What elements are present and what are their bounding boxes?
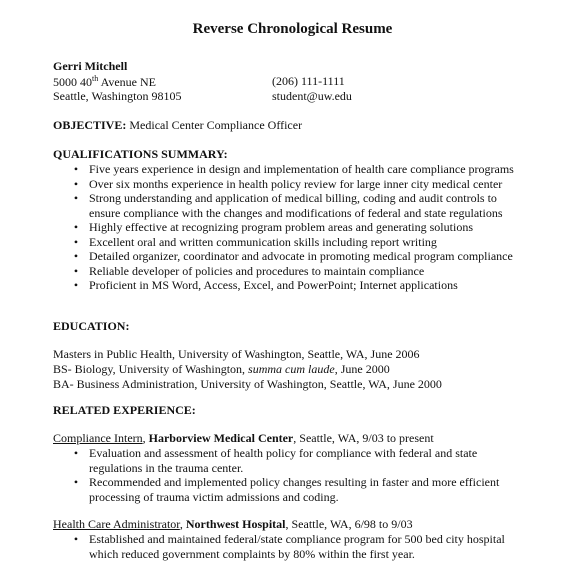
candidate-name: Gerri Mitchell xyxy=(53,59,128,73)
list-item-text: regulations in the trauma center. xyxy=(89,460,244,475)
list-item-continuation xyxy=(71,547,505,562)
resume-title: Reverse Chronological Resume xyxy=(192,21,393,37)
job-organization: Harborview Medical Center xyxy=(148,431,294,445)
list-item-continuation xyxy=(71,490,499,505)
list-item-text: Highly effective at recognizing program problem areas and generating solutions xyxy=(89,220,473,234)
list-item xyxy=(71,249,514,264)
education-entry: BA- Business Administration, University of Washington, Seattle, WA, June 2000 xyxy=(53,377,442,391)
list-item-text: Evaluation and assessment of health policy for compliance with federal and state xyxy=(89,446,478,460)
honors-text: summa cum laude xyxy=(248,362,335,376)
bullet-icon: • xyxy=(73,446,79,460)
job-title-line xyxy=(53,517,413,532)
job-role: Compliance Intern xyxy=(53,431,143,445)
education-list xyxy=(53,347,442,392)
education-entry: Masters in Public Health, University of Washington, Seattle, WA, June 2006 xyxy=(53,347,420,361)
job-location-dates: , Seattle, WA, 6/98 to 9/03 xyxy=(285,517,413,531)
list-item xyxy=(71,191,514,206)
education-entry xyxy=(53,362,442,377)
address-ordinal-suffix: th xyxy=(92,74,99,83)
experience-heading: RELATED EXPERIENCE: xyxy=(53,403,196,417)
list-item xyxy=(71,446,499,461)
bullet-icon: • xyxy=(73,249,79,263)
list-item-text: Five years experience in design and implementation of health care compliance programs xyxy=(89,162,514,176)
address-street: Avenue NE xyxy=(98,75,156,89)
qualifications-heading: QUALIFICATIONS SUMMARY: xyxy=(53,147,228,161)
job-title-line xyxy=(53,431,434,446)
list-item-text: Detailed organizer, coordinator and advocate in promoting medical program compliance xyxy=(89,249,513,263)
list-item-text: Established and maintained federal/state compliance program for 500 bed city hospital xyxy=(89,532,505,546)
job-role: Health Care Administrator xyxy=(53,517,180,531)
education-heading: EDUCATION: xyxy=(53,319,130,333)
list-item-continuation xyxy=(71,461,499,476)
list-item-text: Proficient in MS Word, Access, Excel, and PowerPoint; Internet applications xyxy=(89,278,458,292)
list-item-text: Over six months experience in health policy review for large inner city medical center xyxy=(89,176,503,191)
bullet-icon: • xyxy=(73,278,79,292)
list-item xyxy=(71,278,514,293)
list-item-text: ensure compliance with the changes and modifications of federal and state regulations xyxy=(89,205,503,220)
bullet-icon: • xyxy=(73,263,79,278)
address-line-1 xyxy=(53,74,156,90)
job-organization: Northwest Hospital xyxy=(185,517,286,531)
job-separator: , xyxy=(142,431,149,445)
list-item xyxy=(71,264,514,279)
bullet-icon: • xyxy=(73,191,79,205)
list-item-text: Recommended and implemented policy changes resulting in faster and more efficient xyxy=(89,475,500,489)
address-number: 5000 40 xyxy=(53,75,92,89)
bullet-icon: • xyxy=(73,532,79,546)
list-item-text: which reduced government complaints by 80% within the first year. xyxy=(89,546,415,561)
list-item xyxy=(71,532,505,547)
list-item xyxy=(71,475,499,490)
job-location-dates: , Seattle, WA, 9/03 to present xyxy=(293,431,434,445)
list-item xyxy=(71,220,514,235)
objective-value: Medical Center Compliance Officer xyxy=(126,118,303,132)
list-item xyxy=(71,162,514,177)
list-item xyxy=(71,235,514,250)
job-separator: , xyxy=(179,517,186,531)
bullet-icon: • xyxy=(73,234,79,249)
list-item xyxy=(71,177,514,192)
list-item-text: Strong understanding and application of medical billing, coding and audit controls to xyxy=(89,191,497,205)
objective-line xyxy=(53,118,302,133)
phone-number: (206) 111-1111 xyxy=(272,74,345,88)
education-entry-text: BS- Biology, University of Washington, xyxy=(53,362,249,376)
bullet-icon: • xyxy=(73,176,79,191)
list-item-text: processing of trauma victim admissions and coding. xyxy=(89,489,339,504)
qualifications-list xyxy=(71,162,514,293)
objective-label: OBJECTIVE: xyxy=(53,118,127,132)
job-duties-list xyxy=(71,446,499,504)
job-duties-list xyxy=(71,532,505,561)
email-address: student@uw.edu xyxy=(272,89,352,103)
education-entry-date: , June 2000 xyxy=(334,362,390,376)
list-item-continuation xyxy=(71,206,514,221)
bullet-icon: • xyxy=(73,475,79,489)
bullet-icon: • xyxy=(73,220,79,234)
list-item-text: Reliable developer of policies and procedures to maintain compliance xyxy=(89,263,425,278)
list-item-text: Excellent oral and written communication skills including report writing xyxy=(89,234,437,249)
bullet-icon: • xyxy=(73,162,79,176)
address-line-2: Seattle, Washington 98105 xyxy=(53,89,182,103)
